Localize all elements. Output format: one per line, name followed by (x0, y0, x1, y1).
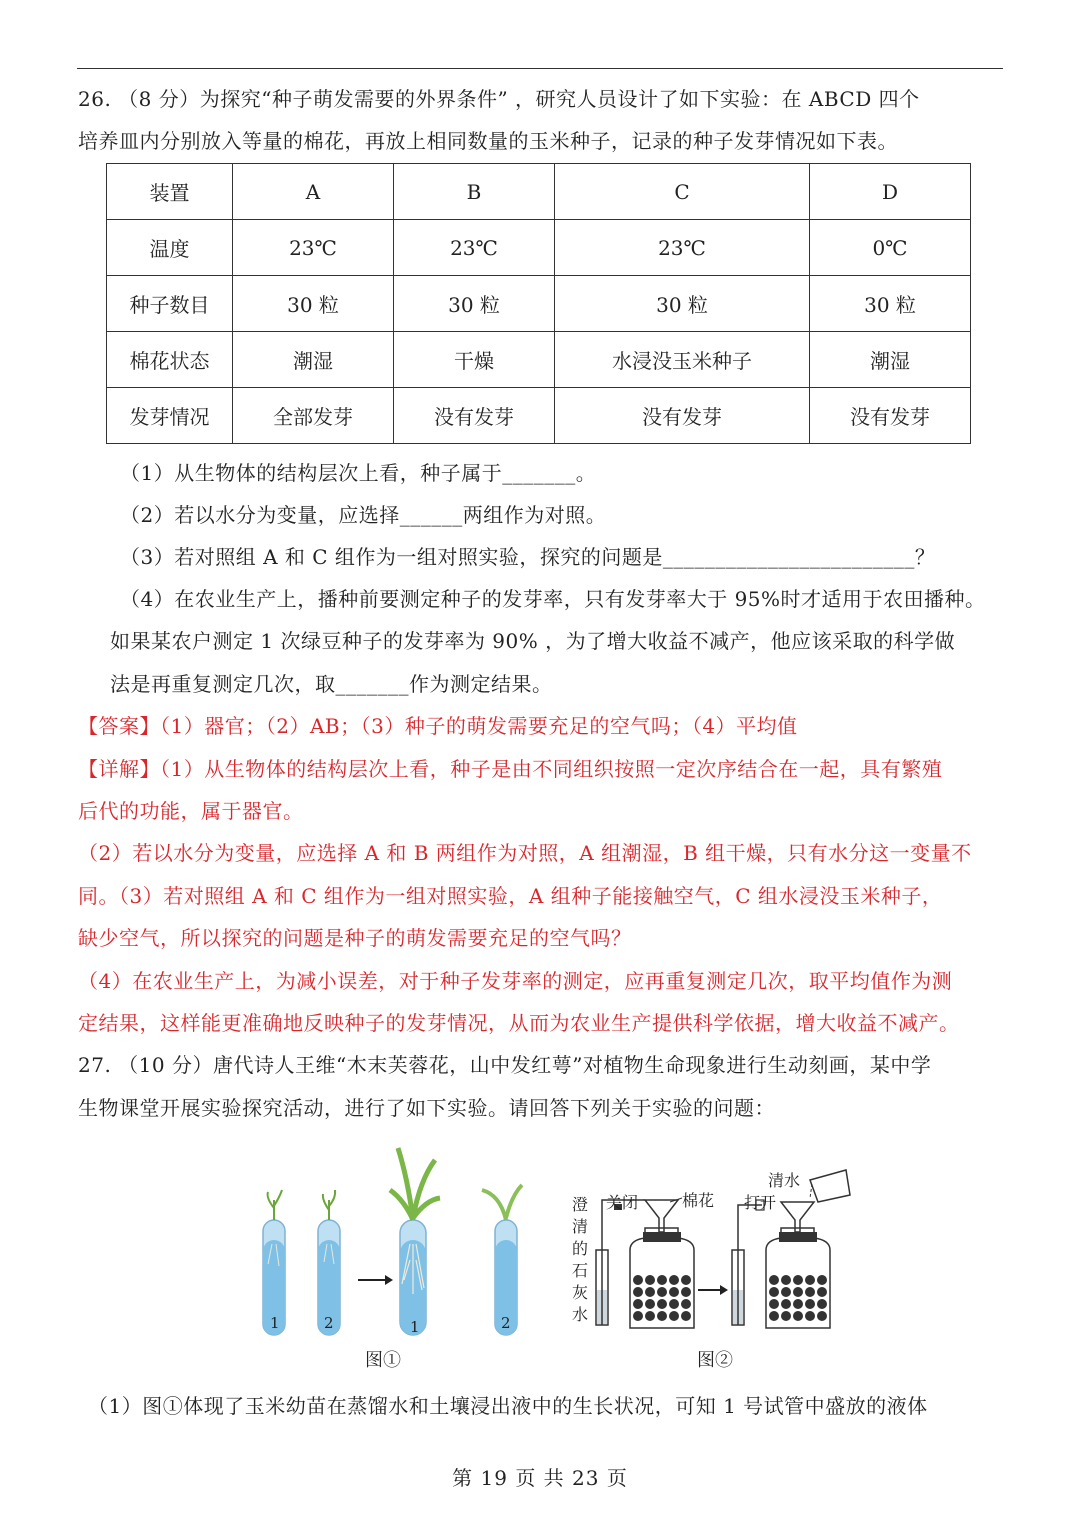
q27-stem-line1: 27. （10 分）唐代诗人王维“木末芙蓉花，山中发红萼”对植物生命现象进行生动刻画，某中学 (78, 1053, 932, 1077)
table-cell: 30 粒 (810, 276, 971, 332)
figure1-tubes (263, 1148, 522, 1336)
q27-stem-line2: 生物课堂开展实验探究活动，进行了如下实验。请回答下列关于实验的问题： (78, 1096, 775, 1120)
cotton-label: 棉花 (682, 1191, 715, 1210)
q26-stem-line2: 培养皿内分别放入等量的棉花，再放上相同数量的玉米种子，记录的种子发芽情况如下表。 (78, 129, 898, 153)
table-row (107, 388, 971, 444)
test-tube (390, 1148, 440, 1335)
table-cell: D (810, 164, 971, 220)
q26-detail-line6: （4）在农业生产上，为减小误差，对于种子发芽率的测定，应再重复测定几次，取平均值作为测 (78, 969, 953, 993)
table-cell: 23℃ (233, 220, 394, 276)
q26-detail-line2: 后代的功能，属于器官。 (78, 799, 304, 823)
beaker-icon (810, 1170, 850, 1202)
q26-answer: 【答案】（1）器官；（2）AB；（3）种子的萌发需要充足的空气吗；（4）平均值 (78, 714, 798, 738)
table-cell: 全部发芽 (233, 388, 394, 444)
table-cell: 没有发芽 (555, 388, 810, 444)
table-cell: 23℃ (555, 220, 810, 276)
table-cell: 潮湿 (810, 332, 971, 388)
table-cell: 30 粒 (394, 276, 555, 332)
tube-label: 1 (410, 1318, 420, 1336)
table-cell: 发芽情况 (107, 388, 233, 444)
q26-sub1: （1）从生物体的结构层次上看，种子属于_______。 (120, 461, 597, 485)
table-row (107, 276, 971, 332)
figure1-caption: 图① (365, 1350, 401, 1371)
q26-detail-line4: 同。（3）若对照组 A 和 C 组作为一组对照实验，A 组种子能接触空气，C 组水浸没玉米种子， (78, 884, 943, 908)
page-footer: 第 19 页 共 23 页 (452, 1466, 628, 1490)
experiment-table (106, 163, 971, 444)
q26-sub3: （3）若对照组 A 和 C 组作为一组对照实验，探究的问题是________________________？ (120, 545, 936, 569)
table-cell: C (555, 164, 810, 220)
figures-svg (250, 1140, 860, 1380)
table-cell: 装置 (107, 164, 233, 220)
tube-label: 2 (324, 1314, 334, 1332)
table-cell: 棉花状态 (107, 332, 233, 388)
q26-sub4-line2: 如果某农户测定 1 次绿豆种子的发芽率为 90% ，为了增大收益不减产，他应该采取的科学做 (110, 629, 956, 653)
q26-detail-line1: 【详解】（1）从生物体的结构层次上看，种子是由不同组织按照一定次序结合在一起，具有繁殖 (78, 757, 943, 781)
experiment-figures (250, 1140, 860, 1380)
table-cell: A (233, 164, 394, 220)
q26-detail-line3: （2）若以水分为变量，应选择 A 和 B 两组作为对照，A 组潮湿，B 组干燥，只有水分这一变量不 (78, 841, 972, 865)
tube-label: 2 (501, 1314, 511, 1332)
table-cell: 温度 (107, 220, 233, 276)
limewater-char: 的 (572, 1239, 589, 1258)
water-label: 清水 (768, 1171, 801, 1190)
q26-sub4-line3: 法是再重复测定几次，取_______作为测定结果。 (110, 672, 553, 696)
table-header-row (107, 164, 971, 220)
table-cell: 30 粒 (233, 276, 394, 332)
table-row (107, 332, 971, 388)
table-cell: 23℃ (394, 220, 555, 276)
table-row (107, 220, 971, 276)
valve-open-label: 打开 (744, 1193, 777, 1212)
table-cell: 水浸没玉米种子 (555, 332, 810, 388)
q26-sub2: （2）若以水分为变量，应选择______两组作为对照。 (120, 503, 607, 527)
test-tube (482, 1185, 522, 1335)
table-cell: 没有发芽 (810, 388, 971, 444)
limewater-char: 水 (572, 1305, 589, 1324)
q26-detail-line5: 缺少空气，所以探究的问题是种子的萌发需要充足的空气吗？ (78, 926, 632, 950)
figure2-caption: 图② (697, 1350, 733, 1371)
q26-sub4-line1: （4）在农业生产上，播种前要测定种子的发芽率，只有发芽率大于 95%时才适用于农田播种。 (120, 587, 986, 611)
table-cell: 30 粒 (555, 276, 810, 332)
figure2-apparatus (572, 1170, 850, 1328)
table-cell: 潮湿 (233, 332, 394, 388)
tube-label: 1 (270, 1314, 280, 1332)
table-cell: 干燥 (394, 332, 555, 388)
limewater-char: 灰 (572, 1283, 589, 1302)
header-rule (77, 68, 1003, 69)
limewater-char: 石 (572, 1261, 589, 1280)
q27-sub1: （1）图①体现了玉米幼苗在蒸馏水和土壤浸出液中的生长状况，可知 1 号试管中盛放的液体 (88, 1394, 928, 1418)
q26-detail-line7: 定结果，这样能更准确地反映种子的发芽情况，从而为农业生产提供科学依据，增大收益不减产。 (78, 1011, 960, 1035)
table-cell: 没有发芽 (394, 388, 555, 444)
limewater-char: 澄 (572, 1195, 589, 1214)
q26-stem-line1: 26. （8 分）为探究“种子萌发需要的外界条件” ，研究人员设计了如下实验：在 ABCD 四个 (78, 87, 920, 111)
limewater-char: 清 (572, 1217, 589, 1236)
table-cell: B (394, 164, 555, 220)
table-cell: 0℃ (810, 220, 971, 276)
table-cell: 种子数目 (107, 276, 233, 332)
valve-closed-label: 关闭 (606, 1193, 639, 1212)
